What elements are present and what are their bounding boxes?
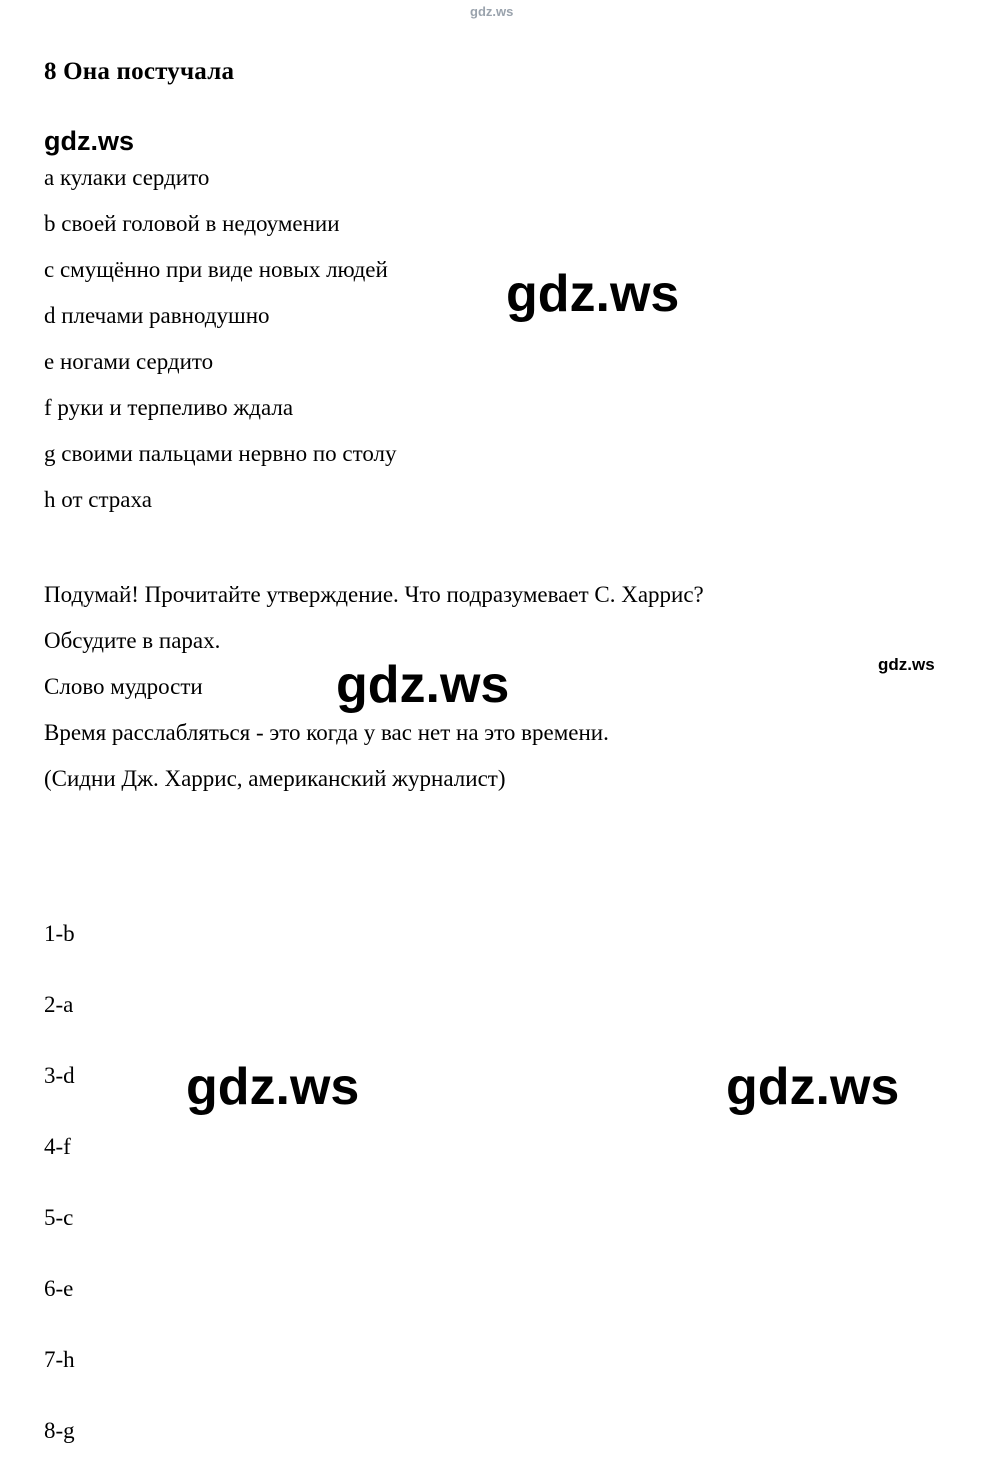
list-item: 7-h [44,1347,75,1372]
watermark-c: gdz.ws [336,656,510,714]
list-item: 6-e [44,1276,74,1301]
page-title: 8 Она постучала [44,58,235,85]
list-item: e ногами сердито [44,349,214,374]
list-item: d плечами равнодушно [44,303,270,328]
watermark-d: gdz.ws [878,655,935,674]
list-item: b своей головой в недоумении [44,211,340,236]
think-task-line: Время расслабляться - это когда у вас нет на это времени. [44,720,609,745]
list-item: 8-g [44,1418,75,1443]
think-task-line: (Сидни Дж. Харрис, американский журналист) [44,766,506,791]
list-item: a кулаки сердито [44,165,210,190]
watermark-f: gdz.ws [726,1058,900,1116]
think-task-line: Слово мудрости [44,674,203,699]
list-item: 4-f [44,1134,71,1159]
list-item: 3-d [44,1063,75,1088]
watermark-e: gdz.ws [186,1058,360,1116]
think-task-block [44,572,974,802]
list-item: f руки и терпеливо ждала [44,395,294,420]
watermark-b: gdz.ws [506,265,680,323]
think-task-line: Подумай! Прочитайте утверждение. Что подразумевает С. Харрис? [44,582,704,607]
list-item: 1-b [44,921,75,946]
list-item: 2-a [44,992,74,1017]
watermark-a: gdz.ws [44,126,135,156]
list-item: g своими пальцами нервно по столу [44,441,397,466]
list-item: h от страха [44,487,152,512]
list-item: c смущённо при виде новых людей [44,257,388,282]
answers-list [44,898,75,1466]
think-task-line: Обсудите в парах. [44,628,221,653]
list-item: 5-c [44,1205,74,1230]
watermark-top: gdz.ws [470,4,514,19]
options-list [44,155,844,523]
